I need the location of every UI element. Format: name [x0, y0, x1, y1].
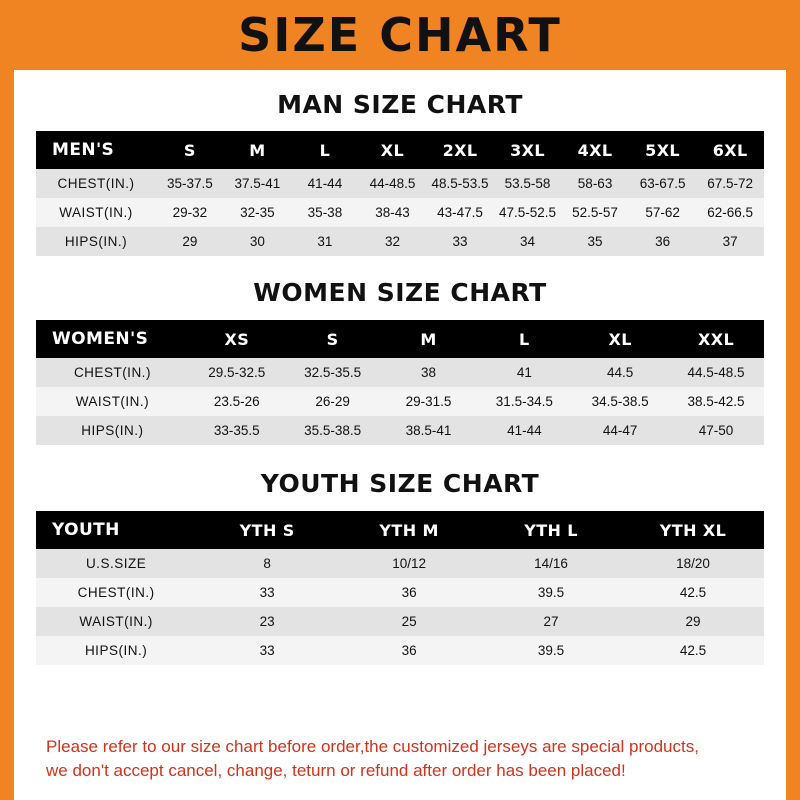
table-row: [36, 358, 764, 387]
table-cell: 41-44: [476, 416, 572, 445]
table-cell: 42.5: [622, 578, 764, 607]
table-cell: 38-43: [359, 198, 427, 227]
table-cell: 39.5: [480, 636, 622, 665]
row-header: CHEST(IN.): [36, 169, 156, 198]
column-header: XL: [572, 320, 668, 358]
footnote-line-1: Please refer to our size chart before order,the customized jerseys are special products,: [46, 736, 699, 756]
row-header: CHEST(IN.): [36, 358, 189, 387]
table-row: [36, 198, 764, 227]
table-cell: 38.5-41: [381, 416, 477, 445]
table-header-row: [36, 131, 764, 169]
table-cell: 47.5-52.5: [494, 198, 562, 227]
row-header: HIPS(IN.): [36, 636, 196, 665]
table-cell: 63-67.5: [629, 169, 697, 198]
column-header: YTH L: [480, 511, 622, 549]
table-cell: 33-35.5: [189, 416, 285, 445]
row-header: HIPS(IN.): [36, 227, 156, 256]
table-row: [36, 169, 764, 198]
row-header: WAIST(IN.): [36, 607, 196, 636]
row-header: U.S.SIZE: [36, 549, 196, 578]
table-cell: 34: [494, 227, 562, 256]
table-cell: 32: [359, 227, 427, 256]
table-row: [36, 578, 764, 607]
table-cell: 42.5: [622, 636, 764, 665]
table-cell: 29-31.5: [381, 387, 477, 416]
man-section-title: MAN SIZE CHART: [277, 90, 523, 119]
table-cell: 35.5-38.5: [285, 416, 381, 445]
table-cell: 18/20: [622, 549, 764, 578]
youth-size-table: [36, 511, 764, 665]
table-cell: 44-47: [572, 416, 668, 445]
man-size-table: [36, 131, 764, 256]
row-header: WAIST(IN.): [36, 387, 189, 416]
table-row: [36, 549, 764, 578]
content-area: [14, 70, 786, 800]
column-header: M: [381, 320, 477, 358]
table-cell: 57-62: [629, 198, 697, 227]
column-header: 6XL: [696, 131, 764, 169]
page-banner: [14, 0, 786, 70]
table-cell: 35-37.5: [156, 169, 224, 198]
column-header: L: [476, 320, 572, 358]
table-cell: 36: [629, 227, 697, 256]
table-cell: 37: [696, 227, 764, 256]
table-cell: 36: [338, 636, 480, 665]
table-cell: 31.5-34.5: [476, 387, 572, 416]
table-cell: 36: [338, 578, 480, 607]
table-cell: 35-38: [291, 198, 359, 227]
column-header: XL: [359, 131, 427, 169]
table-cell: 31: [291, 227, 359, 256]
table-cell: 26-29: [285, 387, 381, 416]
column-header: YOUTH: [36, 511, 196, 549]
column-header: L: [291, 131, 359, 169]
table-cell: 38.5-42.5: [668, 387, 764, 416]
table-cell: 8: [196, 549, 338, 578]
table-row: [36, 607, 764, 636]
row-header: CHEST(IN.): [36, 578, 196, 607]
table-cell: 23.5-26: [189, 387, 285, 416]
table-cell: 23: [196, 607, 338, 636]
table-cell: 48.5-53.5: [426, 169, 494, 198]
table-cell: 58-63: [561, 169, 629, 198]
column-header: MEN'S: [36, 131, 156, 169]
table-row: [36, 387, 764, 416]
youth-section-title: YOUTH SIZE CHART: [260, 469, 540, 498]
table-row: [36, 227, 764, 256]
table-cell: 14/16: [480, 549, 622, 578]
table-cell: 32.5-35.5: [285, 358, 381, 387]
table-cell: 29: [622, 607, 764, 636]
table-cell: 67.5-72: [696, 169, 764, 198]
table-header-row: [36, 320, 764, 358]
table-cell: 30: [224, 227, 292, 256]
column-header: YTH S: [196, 511, 338, 549]
table-cell: 37.5-41: [224, 169, 292, 198]
table-cell: 43-47.5: [426, 198, 494, 227]
column-header: S: [156, 131, 224, 169]
women-size-table: [36, 320, 764, 445]
table-cell: 52.5-57: [561, 198, 629, 227]
column-header: XXL: [668, 320, 764, 358]
table-cell: 34.5-38.5: [572, 387, 668, 416]
table-cell: 38: [381, 358, 477, 387]
table-row: [36, 636, 764, 665]
table-cell: 53.5-58: [494, 169, 562, 198]
table-cell: 47-50: [668, 416, 764, 445]
column-header: WOMEN'S: [36, 320, 189, 358]
table-header-row: [36, 511, 764, 549]
table-cell: 62-66.5: [696, 198, 764, 227]
table-cell: 27: [480, 607, 622, 636]
table-cell: 29: [156, 227, 224, 256]
column-header: 3XL: [494, 131, 562, 169]
column-header: XS: [189, 320, 285, 358]
table-cell: 33: [196, 636, 338, 665]
table-cell: 29-32: [156, 198, 224, 227]
column-header: S: [285, 320, 381, 358]
table-cell: 33: [196, 578, 338, 607]
column-header: YTH M: [338, 511, 480, 549]
row-header: WAIST(IN.): [36, 198, 156, 227]
table-cell: 29.5-32.5: [189, 358, 285, 387]
table-cell: 33: [426, 227, 494, 256]
row-header: HIPS(IN.): [36, 416, 189, 445]
column-header: YTH XL: [622, 511, 764, 549]
column-header: 4XL: [561, 131, 629, 169]
table-cell: 44-48.5: [359, 169, 427, 198]
table-cell: 41: [476, 358, 572, 387]
table-cell: 25: [338, 607, 480, 636]
page-title: SIZE CHART: [238, 8, 562, 62]
column-header: 2XL: [426, 131, 494, 169]
table-row: [36, 416, 764, 445]
table-cell: 41-44: [291, 169, 359, 198]
column-header: 5XL: [629, 131, 697, 169]
women-section-title: WOMEN SIZE CHART: [253, 278, 547, 307]
footnote-line-2: we don't accept cancel, change, teturn or refund after order has been placed!: [46, 761, 626, 781]
table-cell: 44.5: [572, 358, 668, 387]
column-header: M: [224, 131, 292, 169]
table-cell: 32-35: [224, 198, 292, 227]
footnote: [36, 721, 764, 800]
table-cell: 35: [561, 227, 629, 256]
table-cell: 10/12: [338, 549, 480, 578]
table-cell: 39.5: [480, 578, 622, 607]
table-cell: 44.5-48.5: [668, 358, 764, 387]
